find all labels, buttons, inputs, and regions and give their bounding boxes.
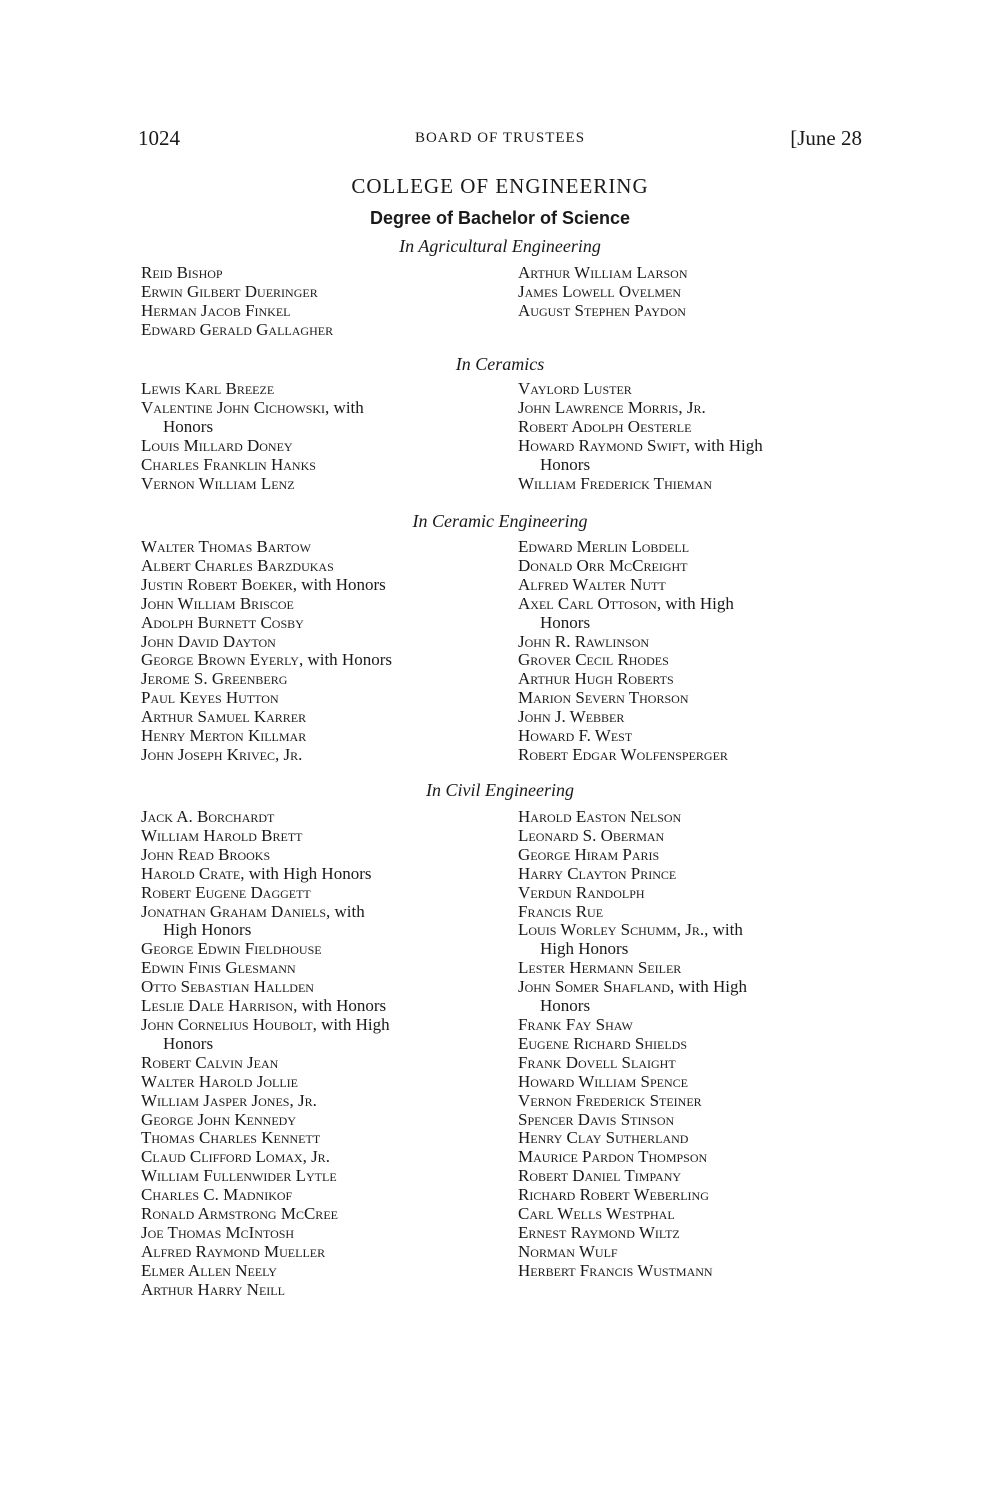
graduate-name: Adolph Burnett Cosby bbox=[141, 612, 304, 632]
honors-note: , with High bbox=[670, 977, 748, 997]
graduate-name: Erwin Gilbert Dueringer bbox=[141, 281, 318, 301]
honors-note: , with High bbox=[685, 435, 763, 455]
graduate-name: Thomas Charles Kennett bbox=[141, 1128, 321, 1148]
honors-note: , with Honors bbox=[292, 574, 386, 594]
graduate-name: Robert Eugene Daggett bbox=[141, 882, 311, 902]
section-heading: In Ceramic Engineering bbox=[412, 511, 588, 531]
honors-note: , with High Honors bbox=[240, 863, 372, 883]
graduate-name: Harold Easton Nelson bbox=[518, 807, 682, 826]
college-title: COLLEGE OF ENGINEERING bbox=[351, 174, 649, 198]
graduate-name: Henry Clay Sutherland bbox=[518, 1128, 689, 1148]
graduate-name: Francis Rue bbox=[518, 901, 604, 921]
graduate-name: George Edwin Fieldhouse bbox=[141, 939, 322, 959]
graduate-name: Herbert Francis Wustmann bbox=[518, 1260, 713, 1280]
honors-continuation: Honors bbox=[163, 416, 214, 436]
graduate-name: Harry Clayton Prince bbox=[518, 863, 677, 883]
graduate-name: August Stephen Paydon bbox=[518, 300, 686, 320]
graduate-name: Walter Thomas Bartow bbox=[141, 537, 311, 556]
page-number: 1024 bbox=[138, 126, 180, 150]
graduate-name: William Jasper Jones, Jr. bbox=[141, 1090, 317, 1110]
graduate-name: George John Kennedy bbox=[141, 1109, 296, 1129]
graduate-name: Vaylord Luster bbox=[518, 379, 632, 398]
honors-note: , with High bbox=[312, 1014, 390, 1034]
graduate-name: John R. Rawlinson bbox=[518, 631, 650, 651]
running-title: BOARD OF TRUSTEES bbox=[414, 130, 586, 146]
honors-continuation: Honors bbox=[163, 1033, 214, 1053]
graduate-name: Jack A. Borchardt bbox=[141, 807, 275, 826]
graduate-name: Edward Gerald Gallagher bbox=[141, 319, 334, 339]
section-heading: In Civil Engineering bbox=[426, 780, 574, 800]
graduate-name: Lewis Karl Breeze bbox=[141, 379, 275, 398]
graduate-name: Charles C. Madnikof bbox=[141, 1185, 293, 1205]
graduate-name: Maurice Pardon Thompson bbox=[518, 1147, 708, 1167]
graduate-name: Ronald Armstrong McCree bbox=[141, 1204, 338, 1224]
graduate-name: Joe Thomas McIntosh bbox=[141, 1222, 295, 1242]
graduate-name: Lester Hermann Seiler bbox=[518, 958, 682, 978]
page-date: [June 28 bbox=[790, 126, 862, 150]
graduate-name: Reid Bishop bbox=[141, 263, 223, 282]
honors-note: , with bbox=[704, 920, 743, 940]
graduate-name: Alfred Raymond Mueller bbox=[141, 1241, 326, 1261]
graduate-name: Carl Wells Westphal bbox=[518, 1204, 675, 1224]
graduate-name: Alfred Walter Nutt bbox=[518, 574, 666, 594]
name-text: Louis Worley Schumm, Jr. bbox=[518, 920, 705, 940]
name-text: Leslie Dale Harrison bbox=[141, 996, 294, 1016]
graduate-name-with-honors bbox=[141, 997, 511, 1016]
honors-note: , with Honors bbox=[293, 996, 387, 1016]
name-text: Jonathan Graham Daniels bbox=[141, 901, 326, 921]
graduate-name: Arthur William Larson bbox=[518, 263, 688, 282]
page-header bbox=[138, 126, 862, 156]
graduate-name-with-honors bbox=[141, 1016, 511, 1035]
graduate-name: Spencer Davis Stinson bbox=[518, 1109, 675, 1129]
graduate-name: Eugene Richard Shields bbox=[518, 1033, 687, 1053]
names-right-column bbox=[518, 380, 862, 493]
graduate-name: William Fullenwider Lytle bbox=[141, 1166, 337, 1186]
graduate-name: Otto Sebastian Hallden bbox=[141, 977, 314, 997]
name-text: Axel Carl Ottoson bbox=[518, 593, 657, 613]
graduate-name: Norman Wulf bbox=[518, 1241, 618, 1261]
graduate-name-with-honors bbox=[518, 437, 862, 456]
graduate-name: Howard F. West bbox=[518, 726, 633, 746]
graduate-name: Vernon Frederick Steiner bbox=[518, 1090, 702, 1110]
name-text: Justin Robert Boeker bbox=[141, 574, 293, 594]
graduate-name: William Harold Brett bbox=[141, 825, 303, 845]
graduate-name: Richard Robert Weberling bbox=[518, 1185, 709, 1205]
name-text: Valentine John Cichowski bbox=[141, 397, 326, 417]
graduate-name: Robert Daniel Timpany bbox=[518, 1166, 682, 1186]
name-text: George Brown Eyerly bbox=[141, 650, 299, 670]
honors-continuation: High Honors bbox=[163, 920, 252, 940]
graduate-name: William Frederick Thieman bbox=[518, 473, 713, 493]
names-left-column bbox=[141, 808, 511, 1300]
degree-title: Degree of Bachelor of Science bbox=[369, 208, 631, 228]
names-left-column bbox=[141, 538, 511, 765]
graduate-name-with-honors bbox=[518, 978, 862, 997]
honors-note: , with bbox=[325, 397, 364, 417]
graduate-name: Elmer Allen Neely bbox=[141, 1260, 277, 1280]
graduate-name: Louis Millard Doney bbox=[141, 435, 293, 455]
honors-continuation: High Honors bbox=[540, 939, 629, 959]
graduate-name-with-honors bbox=[141, 903, 511, 922]
honors-continuation: Honors bbox=[540, 612, 591, 632]
graduate-name: Robert Adolph Oesterle bbox=[518, 416, 692, 436]
graduate-name-with-honors bbox=[141, 399, 511, 418]
name-text: John Cornelius Houbolt bbox=[141, 1014, 313, 1034]
graduate-name: Grover Cecil Rhodes bbox=[518, 650, 669, 670]
graduate-name: Walter Harold Jollie bbox=[141, 1071, 298, 1091]
graduate-name: Arthur Samuel Karrer bbox=[141, 707, 307, 727]
names-right-column bbox=[518, 264, 862, 321]
graduate-name: Vernon William Lenz bbox=[141, 473, 295, 493]
honors-continuation: Honors bbox=[540, 996, 591, 1016]
graduate-name-with-honors bbox=[141, 651, 511, 670]
graduate-name: Claud Clifford Lomax, Jr. bbox=[141, 1147, 330, 1167]
graduate-name: John David Dayton bbox=[141, 631, 276, 651]
name-text: John Somer Shafland bbox=[518, 977, 671, 997]
graduate-name: Frank Dovell Slaight bbox=[518, 1052, 676, 1072]
graduate-name-with-honors bbox=[518, 921, 862, 940]
section-heading: In Ceramics bbox=[455, 354, 545, 374]
graduate-name: Leonard S. Oberman bbox=[518, 825, 665, 845]
graduate-name: Henry Merton Killmar bbox=[141, 726, 307, 746]
graduate-name-with-honors bbox=[141, 865, 511, 884]
graduate-name: James Lowell Ovelmen bbox=[518, 281, 682, 301]
names-right-column bbox=[518, 538, 862, 765]
honors-note: , with bbox=[326, 901, 365, 921]
graduate-name: Verdun Randolph bbox=[518, 882, 645, 902]
graduate-name: Albert Charles Barzdukas bbox=[141, 555, 334, 575]
graduate-name: Arthur Hugh Roberts bbox=[518, 669, 674, 689]
graduate-name: Marion Severn Thorson bbox=[518, 688, 689, 708]
graduate-name-with-honors bbox=[518, 595, 862, 614]
graduate-name: John Lawrence Morris, Jr. bbox=[518, 397, 706, 417]
graduate-name: Edward Merlin Lobdell bbox=[518, 537, 690, 556]
graduate-name: Ernest Raymond Wiltz bbox=[518, 1222, 680, 1242]
graduate-name: Robert Edgar Wolfensperger bbox=[518, 744, 728, 764]
graduate-name: Jerome S. Greenberg bbox=[141, 669, 288, 689]
honors-continuation: Honors bbox=[540, 454, 591, 474]
graduate-name: Donald Orr McCreight bbox=[518, 555, 688, 575]
honors-note: , with Honors bbox=[298, 650, 392, 670]
names-left-column bbox=[141, 380, 511, 493]
names-left-column bbox=[141, 264, 511, 340]
graduate-name: Edwin Finis Glesmann bbox=[141, 958, 296, 978]
graduate-name: Paul Keyes Hutton bbox=[141, 688, 279, 708]
graduate-name: John Joseph Krivec, Jr. bbox=[141, 744, 303, 764]
section-heading: In Agricultural Engineering bbox=[399, 236, 601, 256]
graduate-name: John J. Webber bbox=[518, 707, 625, 727]
name-text: Howard Raymond Swift bbox=[518, 435, 686, 455]
graduate-name: Arthur Harry Neill bbox=[141, 1279, 285, 1299]
graduate-name: John William Briscoe bbox=[141, 593, 294, 613]
graduate-name: Robert Calvin Jean bbox=[141, 1052, 279, 1072]
graduate-name: George Hiram Paris bbox=[518, 844, 660, 864]
names-right-column bbox=[518, 808, 862, 1281]
name-text: Harold Crate bbox=[141, 863, 241, 883]
graduate-name: Herman Jacob Finkel bbox=[141, 300, 291, 320]
graduate-name: Charles Franklin Hanks bbox=[141, 454, 316, 474]
honors-note: , with High bbox=[656, 593, 734, 613]
graduate-name: John Read Brooks bbox=[141, 844, 271, 864]
graduate-name: Howard William Spence bbox=[518, 1071, 688, 1091]
graduate-name-with-honors bbox=[141, 576, 511, 595]
graduate-name: Frank Fay Shaw bbox=[518, 1014, 633, 1034]
